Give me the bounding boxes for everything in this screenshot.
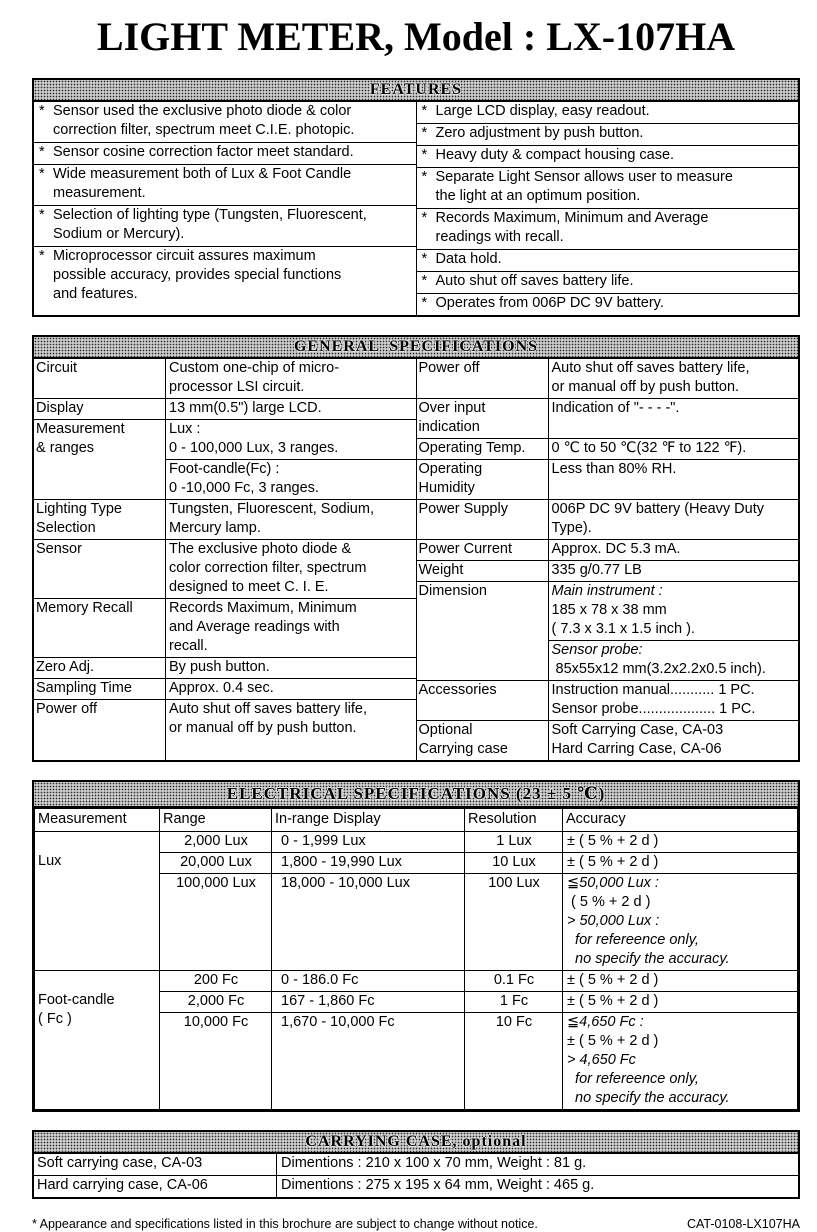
electrical-specs-section xyxy=(32,780,800,1112)
carrying-case-body xyxy=(34,1154,798,1197)
case-name: Soft carrying case, CA-03 xyxy=(34,1154,277,1175)
resolution-cell: 10 Fc xyxy=(465,1013,563,1110)
text-line: readings with recall. xyxy=(435,229,564,245)
features-column-right xyxy=(417,102,799,315)
text-line: and Average readings with xyxy=(169,619,340,635)
text-line: 0 - 100,000 Lux, 3 ranges. xyxy=(169,440,339,456)
text-line: Foot-candle(Fc) : xyxy=(169,461,280,477)
text-line: ( 5 % + 2 d ) xyxy=(567,894,651,910)
feature-item xyxy=(34,247,416,315)
spec-label xyxy=(34,700,166,760)
text-line: Microprocessor circuit assures maximum xyxy=(53,248,316,264)
spec-value xyxy=(549,561,799,581)
bullet-marker: * xyxy=(39,103,45,119)
text-line: Mercury lamp. xyxy=(169,520,261,536)
spec-value xyxy=(166,679,416,699)
text-line: Sodium or Mercury). xyxy=(53,226,185,242)
text-line: Records Maximum, Minimum and Average xyxy=(435,210,709,226)
display-cell: 0 - 186.0 Fc xyxy=(272,971,465,992)
text-line: ± ( 5 % + 2 d ) xyxy=(567,854,659,870)
bullet-marker: * xyxy=(39,166,45,182)
text-line: Less than 80% RH. xyxy=(551,461,677,477)
text-line: Heavy duty & compact housing case. xyxy=(435,147,675,163)
spec-value xyxy=(549,681,799,720)
spec-row xyxy=(34,658,416,679)
text-line: Operating Temp. xyxy=(418,440,526,456)
text-line: Power Supply xyxy=(418,501,508,517)
spec-row xyxy=(417,399,799,439)
column-header: Range xyxy=(160,809,272,832)
text-line: correction filter, spectrum meet C.I.E. photopic. xyxy=(53,122,355,138)
measurement-cell xyxy=(35,971,160,1110)
accuracy-cell xyxy=(563,853,798,874)
bullet-marker: * xyxy=(421,125,428,141)
text-line: for refereence only, xyxy=(567,932,699,948)
spec-row xyxy=(34,420,416,500)
resolution-cell: 100 Lux xyxy=(465,874,563,971)
text-line: designed to meet C. I. E. xyxy=(169,579,329,595)
text-line: Type). xyxy=(551,520,592,536)
text-line: Approx. DC 5.3 mA. xyxy=(551,541,681,557)
spec-value xyxy=(549,439,799,459)
electrical-row xyxy=(35,832,798,853)
spec-label xyxy=(417,460,549,499)
text-line: Separate Light Sensor allows user to measure xyxy=(435,169,733,185)
text-line: color correction filter, spectrum xyxy=(169,560,367,576)
spec-label xyxy=(34,679,166,699)
range-cell: 200 Fc xyxy=(160,971,272,992)
spec-label xyxy=(34,359,166,398)
text-line: ≦4,650 Fc : xyxy=(567,1014,644,1030)
feature-item xyxy=(34,102,416,143)
text-line: and features. xyxy=(53,286,138,302)
features-header: FEATURES xyxy=(34,80,798,102)
spec-subvalue xyxy=(166,420,416,460)
text-line: Selection xyxy=(36,520,96,536)
bullet-marker: * xyxy=(421,147,428,163)
text-line: ≦50,000 Lux : xyxy=(567,875,659,891)
general-specs-column-left xyxy=(34,359,417,760)
spec-label xyxy=(417,500,549,539)
range-cell: 2,000 Lux xyxy=(160,832,272,853)
spec-subvalue xyxy=(549,641,799,680)
spec-value xyxy=(549,540,799,560)
spec-value xyxy=(166,599,416,657)
feature-item xyxy=(417,124,799,146)
text-line: Humidity xyxy=(418,480,475,496)
spec-row xyxy=(417,721,799,760)
text-line: ( Fc ) xyxy=(38,1011,72,1027)
spec-subvalue xyxy=(166,599,416,657)
feature-item xyxy=(34,165,416,206)
bullet-marker: * xyxy=(421,169,428,185)
general-specs-body xyxy=(34,359,798,760)
spec-row xyxy=(417,460,799,500)
text-line: Zero adjustment by push button. xyxy=(435,125,644,141)
column-header: Resolution xyxy=(465,809,563,832)
spec-value xyxy=(549,399,799,438)
feature-item xyxy=(417,168,799,209)
text-line: Wide measurement both of Lux & Foot Candle xyxy=(53,166,352,182)
resolution-cell: 0.1 Fc xyxy=(465,971,563,992)
text-line: Power off xyxy=(418,360,480,376)
spec-label xyxy=(417,721,549,760)
text-line: recall. xyxy=(169,638,208,654)
range-cell: 100,000 Lux xyxy=(160,874,272,971)
spec-row xyxy=(34,359,416,399)
display-cell: 18,000 - 10,000 Lux xyxy=(272,874,465,971)
feature-item xyxy=(417,294,799,315)
accuracy-cell xyxy=(563,832,798,853)
text-line: the light at an optimum position. xyxy=(435,188,641,204)
text-line: ± ( 5 % + 2 d ) xyxy=(567,833,659,849)
text-line: Auto shut off saves battery life, xyxy=(169,701,368,717)
column-header: Measurement xyxy=(35,809,160,832)
text-line: Instruction manual........... 1 PC. xyxy=(551,682,755,698)
page-title: LIGHT METER, Model : LX-107HA xyxy=(96,14,736,59)
text-line: Power Current xyxy=(418,541,512,557)
spec-row xyxy=(417,439,799,460)
text-line: Sensor xyxy=(36,541,82,557)
text-line: for refereence only, xyxy=(567,1071,699,1087)
feature-item xyxy=(417,272,799,294)
text-line: Auto shut off saves battery life. xyxy=(435,273,634,289)
spec-row xyxy=(34,599,416,658)
text-line: 0 -10,000 Fc, 3 ranges. xyxy=(169,480,319,496)
accuracy-cell xyxy=(563,971,798,992)
spec-value xyxy=(166,700,416,760)
electrical-header-row xyxy=(35,809,798,832)
spec-subvalue xyxy=(549,359,799,398)
feature-item xyxy=(34,206,416,247)
spec-label xyxy=(34,599,166,657)
spec-row xyxy=(34,540,416,599)
text-line: Lighting Type xyxy=(36,501,122,517)
bullet-marker: * xyxy=(39,207,45,223)
text-line: Operating xyxy=(418,461,483,477)
text-line: Large LCD display, easy readout. xyxy=(435,103,650,119)
text-line: 335 g/0.77 LB xyxy=(551,562,642,578)
bullet-marker: * xyxy=(39,144,45,160)
display-cell: 0 - 1,999 Lux xyxy=(272,832,465,853)
text-line: Circuit xyxy=(36,360,78,376)
spec-label xyxy=(417,359,549,398)
electrical-specs-table xyxy=(34,808,798,1110)
electrical-row xyxy=(35,971,798,992)
text-line: > 4,650 Fc xyxy=(567,1052,636,1068)
text-line: Zero Adj. xyxy=(36,659,95,675)
text-line: Hard Carring Case, CA-06 xyxy=(551,741,722,757)
general-specs-column-right xyxy=(417,359,799,760)
text-line: Approx. 0.4 sec. xyxy=(169,680,274,696)
accuracy-cell xyxy=(563,874,798,971)
general-specs-section xyxy=(32,335,800,762)
catalog-code: CAT-0108-LX107HA xyxy=(686,1217,800,1231)
case-row xyxy=(34,1154,798,1176)
display-cell: 167 - 1,860 Fc xyxy=(272,992,465,1013)
spec-subvalue xyxy=(549,439,799,459)
spec-value xyxy=(549,359,799,398)
feature-item xyxy=(417,250,799,272)
column-header: In-range Display xyxy=(272,809,465,832)
spec-label xyxy=(34,658,166,678)
text-line: Soft Carrying Case, CA-03 xyxy=(551,722,724,738)
spec-subvalue xyxy=(549,399,799,438)
range-cell: 20,000 Lux xyxy=(160,853,272,874)
spec-row xyxy=(34,700,416,760)
text-line: ± ( 5 % + 2 d ) xyxy=(567,972,659,988)
spec-subvalue xyxy=(166,658,416,678)
case-detail: Dimentions : 275 x 195 x 64 mm, Weight : 465 g. xyxy=(281,1177,595,1193)
spec-row xyxy=(417,500,799,540)
text-line: Memory Recall xyxy=(36,600,133,616)
feature-item xyxy=(417,102,799,124)
spec-label xyxy=(417,681,549,720)
text-line: Custom one-chip of micro- xyxy=(169,360,340,376)
text-line: By push button. xyxy=(169,659,270,675)
text-line: Over input xyxy=(418,400,486,416)
spec-label xyxy=(417,399,549,438)
spec-subvalue xyxy=(549,540,799,560)
text-line: 13 mm(0.5") large LCD. xyxy=(169,400,322,416)
bullet-marker: * xyxy=(421,210,428,226)
spec-row xyxy=(34,399,416,420)
spec-subvalue xyxy=(549,500,799,539)
column-header: Accuracy xyxy=(563,809,798,832)
case-row xyxy=(34,1176,798,1197)
text-line: Measurement xyxy=(36,421,125,437)
case-name: Hard carrying case, CA-06 xyxy=(34,1176,277,1197)
features-body xyxy=(34,102,798,315)
text-line: > 50,000 Lux : xyxy=(567,913,660,929)
feature-item xyxy=(417,146,799,168)
text-line: Tungsten, Fluorescent, Sodium, xyxy=(169,501,374,517)
spec-label xyxy=(34,399,166,419)
text-line: ( 7.3 x 3.1 x 1.5 inch ). xyxy=(551,621,695,637)
spec-label xyxy=(34,540,166,598)
spec-row xyxy=(417,582,799,681)
text-line: Selection of lighting type (Tungsten, Fluorescent, xyxy=(53,207,367,223)
spec-row xyxy=(417,561,799,582)
text-line: ± ( 5 % + 2 d ) xyxy=(567,993,659,1009)
spec-value xyxy=(166,658,416,678)
spec-value xyxy=(549,500,799,539)
features-section xyxy=(32,78,800,317)
text-line: possible accuracy, provides special functions xyxy=(53,267,342,283)
feature-item xyxy=(417,209,799,250)
text-line: Records Maximum, Minimum xyxy=(169,600,357,616)
spec-label xyxy=(417,439,549,459)
bullet-marker: * xyxy=(421,103,428,119)
spec-label xyxy=(417,540,549,560)
text-line: Main instrument : xyxy=(551,583,663,599)
text-line: 85x55x12 mm(3.2x2.2x0.5 inch). xyxy=(551,661,766,677)
spec-subvalue xyxy=(166,679,416,699)
text-line: Optional xyxy=(418,722,473,738)
resolution-cell: 1 Fc xyxy=(465,992,563,1013)
text-line: Sensor used the exclusive photo diode & color xyxy=(53,103,352,119)
text-line: Weight xyxy=(418,562,464,578)
spec-row xyxy=(417,681,799,721)
spec-subvalue xyxy=(549,460,799,499)
text-line: Data hold. xyxy=(435,251,502,267)
text-line: or manual off by push button. xyxy=(551,379,740,395)
text-line: Lux : xyxy=(169,421,201,437)
text-line: Indication of "- - - -". xyxy=(551,400,680,416)
carrying-case-section xyxy=(32,1130,800,1199)
text-line: no specify the accuracy. xyxy=(567,951,730,967)
spec-subvalue xyxy=(166,460,416,499)
features-column-left xyxy=(34,102,417,315)
spec-value xyxy=(166,399,416,419)
spec-value xyxy=(549,582,799,680)
accuracy-cell xyxy=(563,992,798,1013)
case-detail: Dimentions : 210 x 100 x 70 mm, Weight : 81 g. xyxy=(281,1155,587,1171)
text-line: 185 x 78 x 38 mm xyxy=(551,602,667,618)
text-line: Dimension xyxy=(418,583,487,599)
resolution-cell: 1 Lux xyxy=(465,832,563,853)
feature-item xyxy=(34,143,416,165)
spec-row xyxy=(417,540,799,561)
bullet-marker: * xyxy=(39,248,45,264)
text-line: Power off xyxy=(36,701,97,717)
text-line: Carrying case xyxy=(418,741,508,757)
electrical-specs-header: ELECTRICAL SPECIFICATIONS (23 ± 5 ℃) xyxy=(34,782,798,808)
text-line: or manual off by push button. xyxy=(169,720,357,736)
spec-value xyxy=(166,420,416,499)
text-line: Sensor cosine correction factor meet standard. xyxy=(53,144,354,160)
measurement-cell xyxy=(35,832,160,971)
spec-label xyxy=(34,420,166,499)
general-specs-header: GENERAL SPECIFICATIONS xyxy=(34,337,798,359)
text-line: Display xyxy=(36,400,84,416)
text-line: Accessories xyxy=(418,682,497,698)
spec-subvalue xyxy=(166,399,416,419)
text-line: 006P DC 9V battery (Heavy Duty xyxy=(551,501,764,517)
spec-label xyxy=(34,500,166,539)
accuracy-cell xyxy=(563,1013,798,1110)
text-line: ± ( 5 % + 2 d ) xyxy=(567,1033,659,1049)
text-line: Sampling Time xyxy=(36,680,132,696)
spec-subvalue xyxy=(166,700,416,760)
spec-value xyxy=(166,359,416,398)
text-line: Operates from 006P DC 9V battery. xyxy=(435,295,664,311)
display-cell: 1,800 - 19,990 Lux xyxy=(272,853,465,874)
text-line: Foot-candle xyxy=(38,992,115,1008)
spec-value xyxy=(166,500,416,539)
spec-label xyxy=(417,582,549,680)
range-cell: 10,000 Fc xyxy=(160,1013,272,1110)
text-line: processor LSI circuit. xyxy=(169,379,305,395)
resolution-cell: 10 Lux xyxy=(465,853,563,874)
bullet-marker: * xyxy=(421,251,428,267)
spec-value xyxy=(166,540,416,598)
spec-subvalue xyxy=(549,721,799,760)
text-line: & ranges xyxy=(36,440,95,456)
footer xyxy=(32,1217,800,1232)
text-line: Sensor probe................... 1 PC. xyxy=(551,701,756,717)
spec-row xyxy=(34,679,416,700)
text-line: measurement. xyxy=(53,185,146,201)
bullet-marker: * xyxy=(421,295,428,311)
text-line: 0 ℃ to 50 ℃(32 ℉ to 122 ℉). xyxy=(551,440,747,456)
spec-subvalue xyxy=(166,540,416,598)
spec-row xyxy=(34,500,416,540)
display-cell: 1,670 - 10,000 Fc xyxy=(272,1013,465,1110)
text-line: Lux xyxy=(38,853,62,869)
spec-value xyxy=(549,460,799,499)
spec-row xyxy=(417,359,799,399)
spec-subvalue xyxy=(166,500,416,539)
text-line: Sensor probe: xyxy=(551,642,643,658)
spec-subvalue xyxy=(166,359,416,398)
text-line: Auto shut off saves battery life, xyxy=(551,360,750,376)
text-line: indication xyxy=(418,419,480,435)
range-cell: 2,000 Fc xyxy=(160,992,272,1013)
spec-value xyxy=(549,721,799,760)
spec-subvalue xyxy=(549,681,799,720)
text-line: The exclusive photo diode & xyxy=(169,541,352,557)
footnote: * Appearance and specifications listed in this brochure are subject to change without notice. xyxy=(32,1217,538,1231)
spec-subvalue xyxy=(549,582,799,641)
carrying-case-header: CARRYING CASE, optional xyxy=(34,1132,798,1154)
spec-label xyxy=(417,561,549,581)
bullet-marker: * xyxy=(421,273,428,289)
text-line: no specify the accuracy. xyxy=(567,1090,730,1106)
spec-subvalue xyxy=(549,561,799,581)
